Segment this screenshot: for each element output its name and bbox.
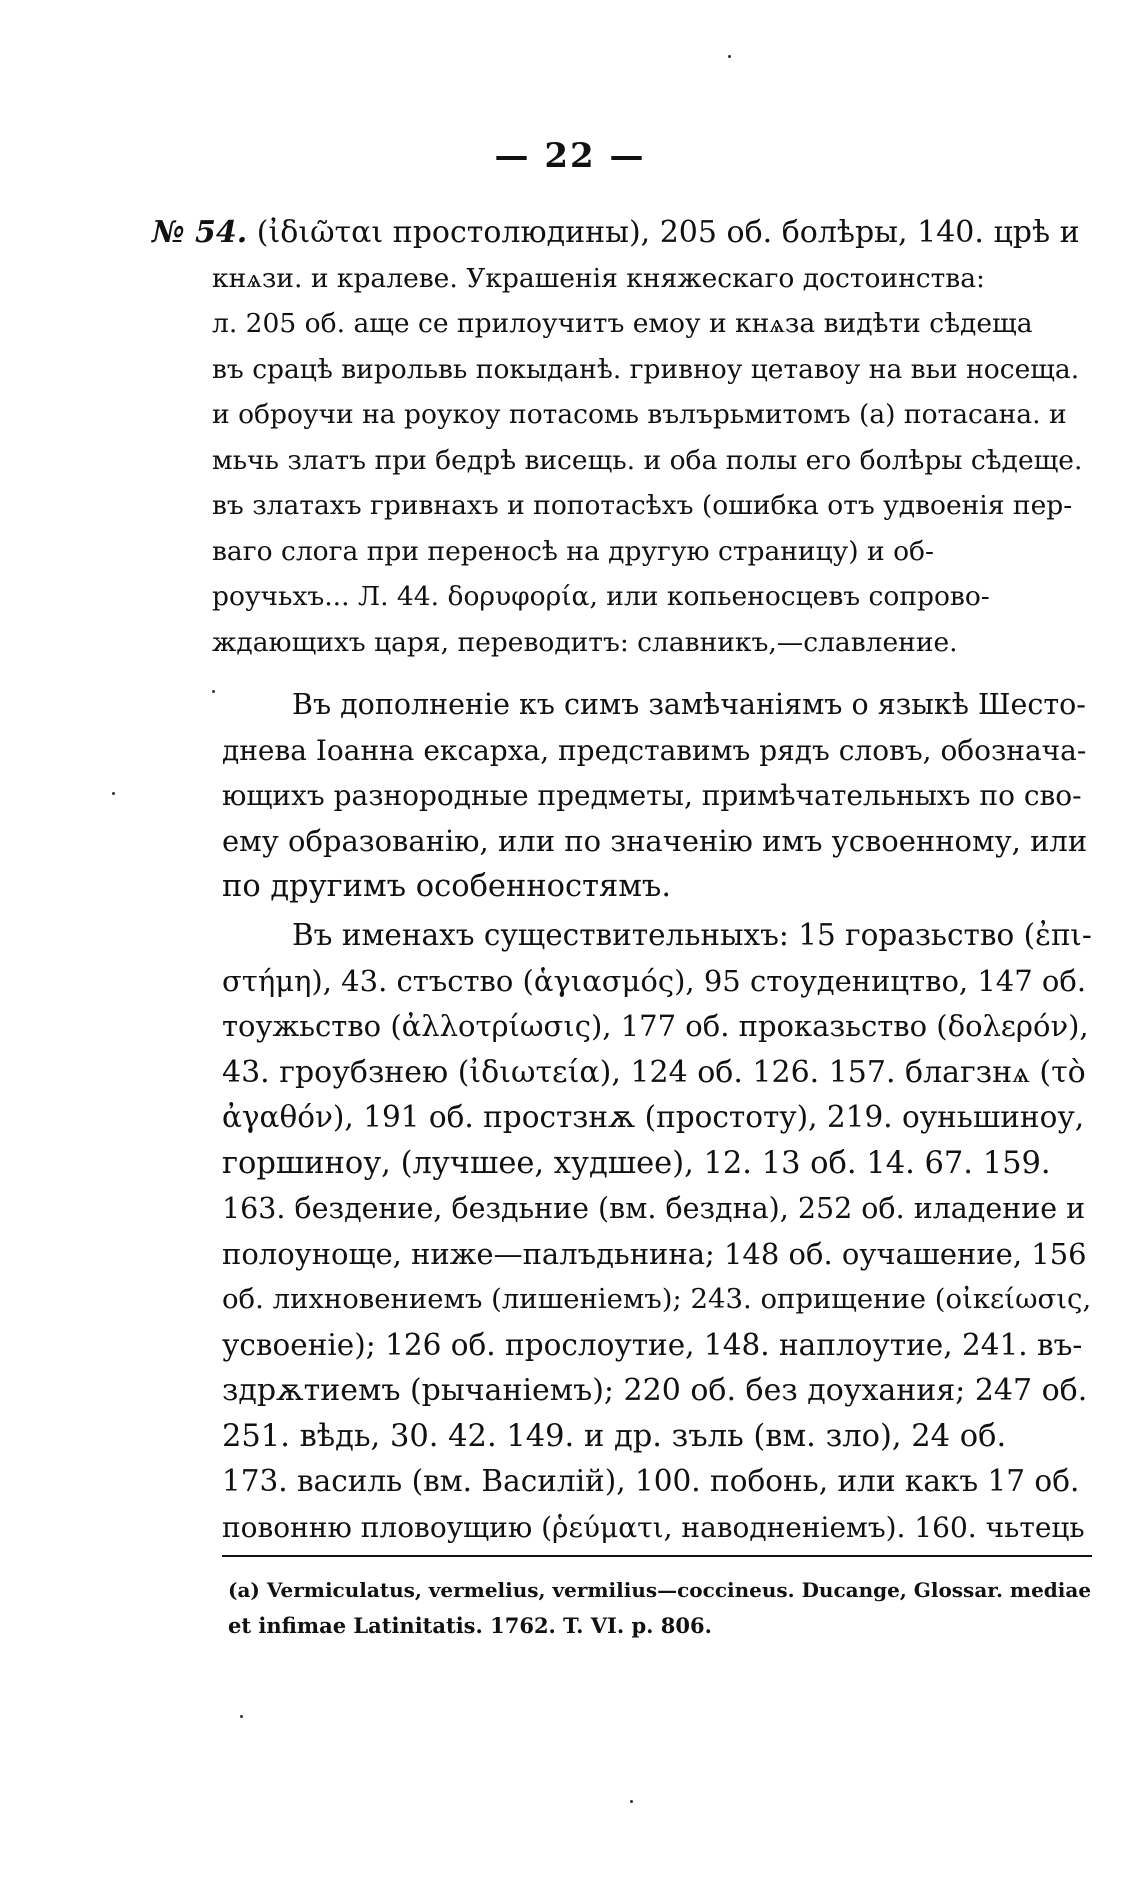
paragraph-line: об. лихновениемъ (лишеніемъ); 243. оприщение (οἰκείωσις,: [222, 1283, 1092, 1315]
paragraph-line: ющихъ разнородные предметы, примѣчательныхъ по сво-: [222, 779, 1082, 812]
paragraph-line: στήμη), 43. стъство (ἁγιασμός), 95 стоудеництво, 147 об.: [222, 963, 1087, 998]
entry-line-text: (ἰδιῶται простолюдины), 205 об. болѣры, 140. црѣ и: [256, 215, 1080, 250]
paragraph-line: Въ дополненіе къ симъ замѣчаніямъ о языкѣ Шесто-: [292, 688, 1086, 721]
paragraph-line: 163. бездение, бездьние (вм. бездна), 252 об. иладение и: [222, 1192, 1086, 1225]
entry-body: [212, 256, 1092, 666]
paragraph-line: 251. вѣдь, 30. 42. 149. и др. зъль (вм. зло), 24 об.: [222, 1418, 1007, 1454]
paragraph-line: по другимъ особенностямъ.: [222, 869, 672, 904]
entry-line: въ златахъ гривнахъ и попотасѣхъ (ошибка отъ удвоенія пер-: [212, 490, 1073, 521]
footnote-divider: [222, 1555, 1092, 1557]
paragraph-line: тоужьство (ἀλλοτρίωσις), 177 об. проказьство (δολερόν),: [222, 1009, 1089, 1043]
footnote-line: et infimae Latinitatis. 1762. T. VI. p. 806.: [228, 1613, 712, 1638]
entry-line: въ срацѣ вирольвь покыданѣ. гривноу цетавоу на вьи носеща.: [212, 353, 1080, 385]
paragraph-line: 43. гроубзнею (ἰδιωτεία), 124 об. 126. 157. благзнѧ (τὸ: [222, 1054, 1086, 1090]
entry-line: л. 205 об. аще се прилоучитъ емоу и кнѧза видѣти сѣдеща: [212, 308, 1033, 339]
entry-line: [152, 210, 1092, 256]
entry-line: роучьхъ... Л. 44. δορυφορία, или копьеносцевъ сопрово-: [212, 581, 990, 612]
paragraph-supplement: [222, 682, 1092, 910]
paragraph-line: Въ именахъ существительныхъ: 15 горазьство (ἐπι-: [292, 918, 1092, 952]
paragraph-line: полоуноще, ниже—палъдьнина; 148 об. оучашение, 156: [222, 1236, 1087, 1271]
paper-speck: [212, 690, 215, 693]
entry-line: ваго слога при переносѣ на другую страницу) и об-: [212, 535, 934, 567]
entry-line: кнѧзи. и кралеве. Украшенія княжескаго достоинства:: [212, 262, 985, 294]
footnote-line: (a) Vermiculatus, vermelius, vermilius—coccineus. Ducange, Glossar. mediae: [228, 1578, 1092, 1602]
paragraph-nouns: [222, 913, 1092, 1550]
paragraph-line: горшиноу, (лучшее, худшее), 12. 13 об. 14. 67. 159.: [222, 1145, 1051, 1181]
entry-line: и оброучи на роукоу потасомь вълърьмитомъ (а) потасана. и: [212, 399, 1067, 430]
footnote: [228, 1572, 1092, 1644]
paragraph-line: повонню пловоущию (ῥεύματι, наводненіемъ). 160. чьтець: [222, 1510, 1085, 1544]
paper-speck: [112, 792, 115, 795]
paper-speck: [630, 1800, 633, 1803]
entry-number: № 54.: [152, 215, 248, 250]
paper-speck: [728, 55, 731, 58]
paragraph-line: днева Іоанна ексарха, представимъ рядъ словъ, обознача-: [222, 733, 1087, 767]
paragraph-line: 173. василь (вм. Василій), 100. побонь, или какъ 17 об.: [222, 1464, 1080, 1498]
paragraph-line: ему образованію, или по значенію имъ усвоенному, или: [222, 823, 1088, 858]
entry-line: мьчь златъ при бедрѣ висещь. и оба полы его болѣры сѣдеще.: [212, 444, 1083, 476]
paragraph-line: усвоеніе); 126 об. прослоутие, 148. наплоутие, 241. въ-: [222, 1327, 1083, 1362]
entry-54: [152, 210, 1092, 665]
entry-line: ждающихъ царя, переводитъ: славникъ,—славление.: [212, 626, 958, 658]
paragraph-line: ἀγαθόν), 191 об. простзнѫ (простоту), 219. оуньшиноу,: [222, 1100, 1085, 1134]
page-number: — 22 —: [494, 136, 646, 176]
paragraph-line: здрѫтиемъ (рычаніемъ); 220 об. без доухания; 247 об.: [222, 1373, 1088, 1408]
paper-speck: [240, 1715, 243, 1718]
